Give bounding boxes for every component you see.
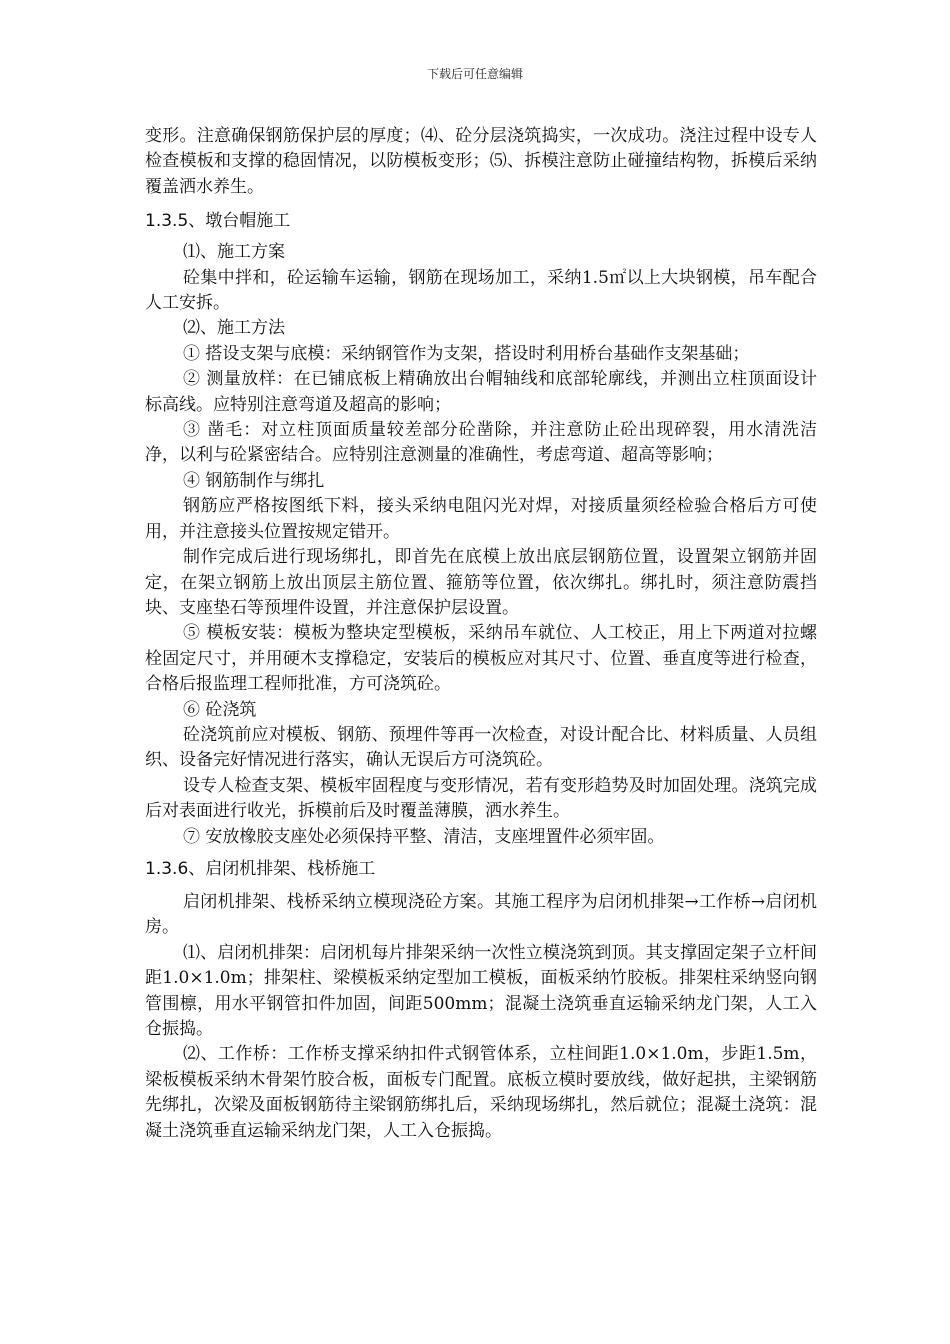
paragraph-concrete-check: 砼浇筑前应对模板、钢筋、预埋件等再一次检查，对设计配合比、材料质量、人员组织、设备完好情况进行落实，确认无误后方可浇筑砼。: [145, 724, 817, 771]
paragraph-step-3: ③ 凿毛：对立柱顶面质量较差部分砼凿除，并注意防止砼出现碎裂，用水清洗洁净，以利与砼紧密结合。应特别注意测量的准确性，考虑弯道、超高等影响；: [145, 420, 817, 466]
paragraph-rebar-cutting: 钢筋应严格按图纸下料，接头采纳电阻闪光对焊，对接质量须经检验合格后方可使用，并注意接头位置按规定错开。: [145, 496, 817, 542]
paragraph-construction-method-label: ⑵、施工方法: [183, 318, 285, 339]
paragraph-step-1: ① 搭设支架与底模：采纳钢管作为支架，搭设时利用桥台基础作支架基础；: [183, 343, 750, 364]
document-body: [145, 124, 817, 1144]
paragraph-continuation: 变形。注意确保钢筋保护层的厚度；⑷、砼分层浇筑捣实，一次成功。浇注过程中设专人检查模板和支撑的稳固情况，以防模板变形；⑸、拆模注意防止碰撞结构物，拆模后采纳覆盖洒水养生。: [145, 126, 817, 197]
paragraph-hoist-overview: 启闭机排架、栈桥采纳立模现浇砼方案。其施工程序为启闭机排架→工作桥→启闭机房。: [145, 891, 817, 938]
paragraph-step-4-title: ④ 钢筋制作与绑扎: [183, 470, 325, 491]
paragraph-step-2: ② 测量放样：在已铺底板上精确放出台帽轴线和底部轮廓线，并测出立柱顶面设计标高线。应特别注意弯道及超高的影响；: [145, 369, 817, 415]
paragraph-concrete-curing: 设专人检查支架、模板牢固程度与变形情况，若有变形趋势及时加固处理。浇筑完成后对表面进行收光，拆模前后及时覆盖薄膜，洒水养生。: [145, 775, 817, 822]
paragraph-work-bridge: ⑵、工作桥：工作桥支撑采纳扣件式钢管体系，立柱间距1.0×1.0m，步距1.5m，梁板模板采纳木骨架竹胶合板，面板专门配置。底板立模时要放线，做好起拱，主梁钢筋先绑扎，次梁及面板钢筋待主梁钢筋绑扎后，采纳现场绑扎，然后就位；混凝土浇筑：混凝土浇筑垂直运输采纳龙门架，人工入仓振捣。: [145, 1044, 817, 1141]
paragraph-construction-plan-label: ⑴、施工方案: [183, 242, 285, 263]
page-header: 下载后可任意编辑: [426, 67, 523, 81]
paragraph-step-5: ⑤ 模板安装：模板为整块定型模板，采纳吊车就位、人工校正，用上下两道对拉螺栓固定尺寸，并用硬木支撑稳定，安装后的模板应对其尺寸、位置、垂直度等进行检查，合格后报监理工程师批准，方可浇筑砼。: [145, 623, 817, 695]
paragraph-step-7: ⑦ 安放橡胶支座处必须保持平整、清洁，支座埋置件必须牢固。: [183, 826, 665, 847]
paragraph-step-6-title: ⑥ 砼浇筑: [183, 699, 257, 720]
section-heading-1-3-6: 1.3.6、启闭机排架、栈桥施工: [145, 858, 376, 879]
paragraph-construction-plan: 砼集中拌和，砼运输车运输，钢筋在现场加工，采纳1.5㎡以上大块钢模，吊车配合人工安拆。: [145, 267, 817, 314]
section-heading-1-3-5: 1.3.5、墩台帽施工: [145, 211, 291, 232]
paragraph-rebar-binding: 制作完成后进行现场绑扎，即首先在底模上放出底层钢筋位置，设置架立钢筋并固定，在架立钢筋上放出顶层主筋位置、箍筋等位置，依次绑扎。绑扎时，须注意防震挡块、支座垫石等预埋件设置，并注意保护层设置。: [145, 547, 817, 618]
paragraph-hoist-frame: ⑴、启闭机排架：启闭机每片排架采纳一次性立模浇筑到顶。其支撑固定架子立杆间距1.0×1.0m；排架柱、梁模板采纳定型加工模板，面板采纳竹胶板。排架柱采纳竖向钢管围檩，用水平钢管扣件加固，间距500mm；混凝土浇筑垂直运输采纳龙门架，人工入仓振捣。: [145, 942, 817, 1039]
